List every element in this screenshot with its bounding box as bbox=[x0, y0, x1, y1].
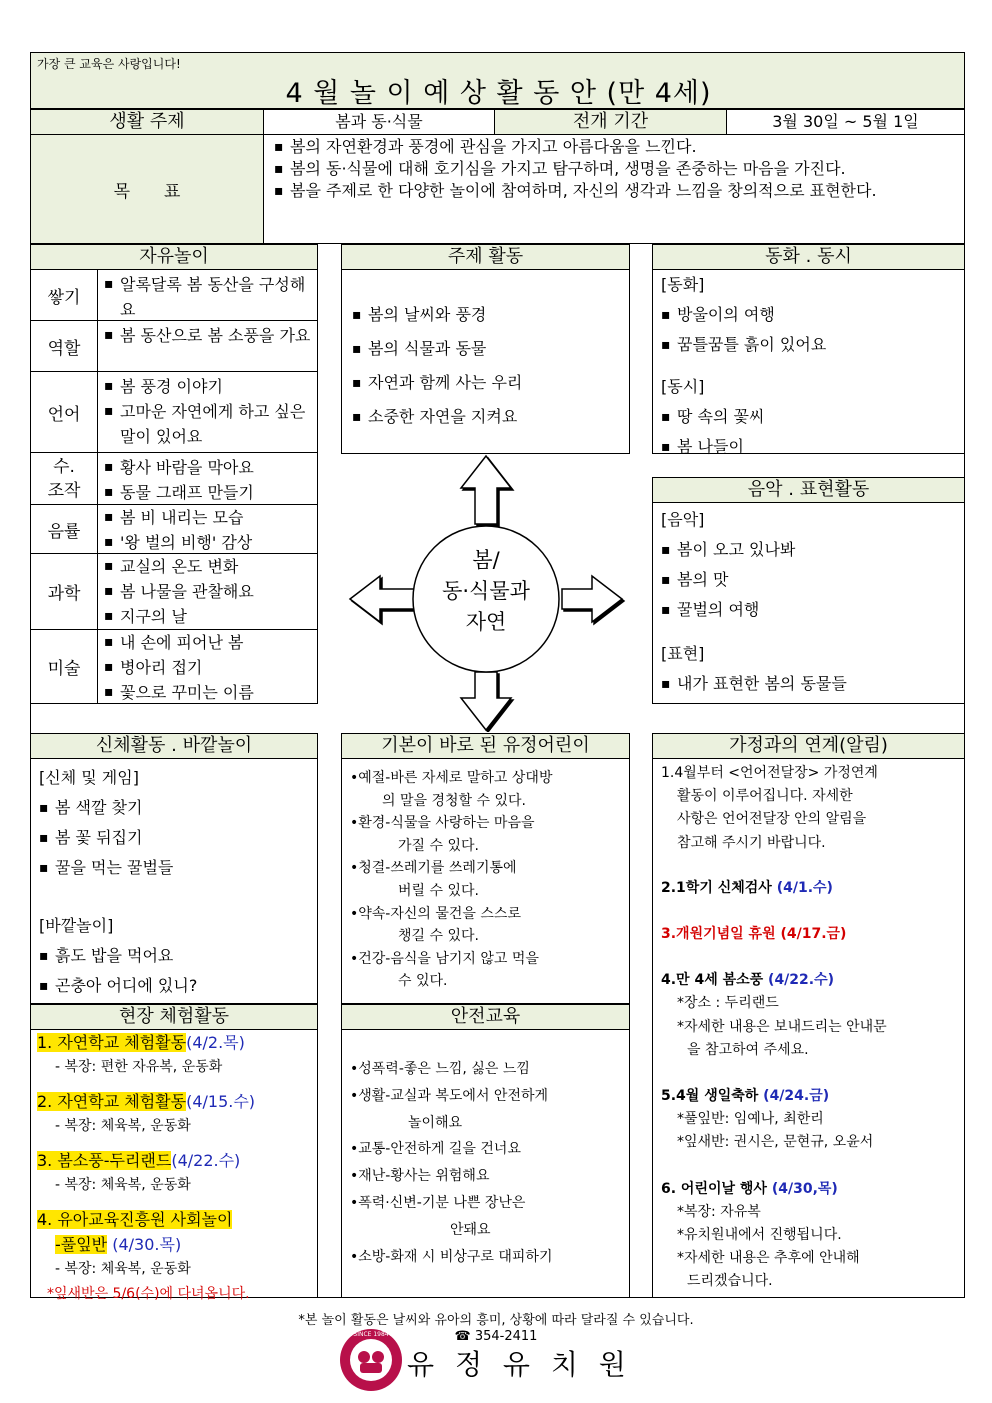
list-item: ▪ 흙도 밥을 먹어요 bbox=[39, 941, 317, 971]
event-date: (4/2.목) bbox=[186, 1033, 245, 1052]
list-item: ▪ 봄의 맛 bbox=[661, 565, 964, 595]
notice-date: (4/24.금) bbox=[763, 1088, 830, 1105]
notice-text: 5.4월 생일축하 bbox=[661, 1088, 764, 1105]
safety-line: •생활-교실과 복도에서 안전하게 bbox=[350, 1087, 549, 1104]
list-item: ▪ 방울이의 여행 bbox=[661, 300, 964, 330]
list-item: ▪ 땅 속의 꽃씨 bbox=[661, 402, 964, 432]
music-label: [음악] bbox=[661, 510, 705, 529]
expr-label: [표현] bbox=[661, 644, 705, 663]
list-item: ▪ 봄의 날씨와 풍경 bbox=[352, 298, 629, 332]
safety-line: 안돼요 bbox=[450, 1221, 491, 1238]
field-event-1 bbox=[37, 1030, 317, 1055]
list-item: ▪ 봄 꽃 뒤집기 bbox=[39, 823, 317, 853]
school-name: 유 정 유 치 원 bbox=[407, 1348, 632, 1381]
free-play-title: 자유놀이 bbox=[30, 244, 318, 270]
notice-line: 을 참고하여 주세요. bbox=[687, 1041, 809, 1058]
notice-line: 사항은 언어전달장 안의 알림을 bbox=[677, 811, 867, 828]
theme-value: 봄과 동·식물 bbox=[263, 109, 495, 135]
notice-text: 4.만 4세 봄소풍 bbox=[661, 972, 769, 989]
notice-line: *자세한 내용은 추후에 안내해 bbox=[677, 1250, 860, 1267]
theme-activity-box bbox=[341, 269, 630, 454]
free-play-math bbox=[97, 452, 318, 505]
notice-5 bbox=[661, 1085, 964, 1155]
list-item: ▪ 황사 바람을 막아요 bbox=[104, 455, 317, 480]
arrow-left-icon bbox=[350, 576, 416, 622]
list-item: ▪ '왕 벌의 비행' 감상 bbox=[104, 530, 317, 555]
center-line-1: 봄/ bbox=[472, 548, 500, 572]
theme-activity-title: 주제 활동 bbox=[341, 244, 630, 270]
safety-line: •성폭력-좋은 느낌, 싫은 느낌 bbox=[350, 1061, 530, 1077]
free-play-music bbox=[97, 504, 318, 554]
notice-line: *자세한 내용은 보내드리는 안내문 bbox=[677, 1018, 887, 1035]
list-item: ▪ 꽃으로 꾸미는 이름 bbox=[104, 680, 317, 705]
notice-6 bbox=[661, 1178, 964, 1294]
center-line-3: 자연 bbox=[465, 610, 507, 634]
list-item: ▪ 교실의 온도 변화 bbox=[104, 554, 317, 579]
notice-line: 활동이 이루어집니다. 자세한 bbox=[677, 788, 853, 805]
field-box bbox=[30, 1029, 318, 1302]
event-note: - 복장: 편한 자유복, 운동화 bbox=[55, 1059, 223, 1075]
poem-label: [동시] bbox=[661, 377, 705, 396]
event-note: - 복장: 체육복, 운동화 bbox=[55, 1177, 191, 1193]
family-title: 가정과의 연계(알림) bbox=[652, 733, 965, 759]
field-title: 현장 체험활동 bbox=[30, 1004, 318, 1030]
center-text bbox=[413, 545, 559, 638]
game-label: [신체 및 게임] bbox=[39, 768, 139, 787]
notice-text: 2.1학기 신체검사 bbox=[661, 879, 777, 896]
page-title: 4 월 놀 이 예 상 활 동 안 (만 4세) bbox=[285, 78, 712, 109]
notice-line: *유치원내에서 진행됩니다. bbox=[677, 1227, 842, 1244]
period-label: 전개 기간 bbox=[494, 109, 727, 135]
notice-line: *풀잎반: 임예나, 최한리 bbox=[677, 1111, 824, 1128]
footer-phone: ☎ 354-2411 bbox=[454, 1329, 538, 1344]
basics-item bbox=[350, 857, 629, 902]
event-date: (4/30.목) bbox=[107, 1235, 182, 1254]
footer-note: *본 놀이 활동은 날씨와 유아의 흥미, 상황에 따라 달라질 수 있습니다. bbox=[298, 1313, 694, 1328]
music-title: 음악 . 표현활동 bbox=[652, 477, 965, 503]
goal-item: ▪ 봄의 자연환경과 풍경에 관심을 가지고 아름다움을 느낀다. bbox=[274, 136, 956, 158]
music-box bbox=[652, 502, 965, 704]
event-title: 1. 자연학교 체험활동 bbox=[37, 1033, 187, 1052]
notice-date: (4/30,목) bbox=[771, 1180, 838, 1197]
safety-line: 놀이해요 bbox=[408, 1114, 463, 1131]
cat-art: 미술 bbox=[30, 629, 98, 704]
basics-item bbox=[350, 903, 629, 948]
list-item: ▪ 동물 그래프 만들기 bbox=[104, 480, 317, 505]
list-item: ▪ 봄 풍경 이야기 bbox=[104, 374, 317, 399]
list-item: ▪ 꿀을 먹는 꿀벌들 bbox=[39, 853, 317, 883]
list-item: ▪ 병아리 접기 bbox=[104, 655, 317, 680]
cat-block: 쌓기 bbox=[30, 269, 98, 321]
event-date: (4/15.수) bbox=[186, 1092, 256, 1111]
list-item: ▪ 꿀벌의 여행 bbox=[661, 595, 964, 625]
basics-line: •환경-식물을 사랑하는 마음을 bbox=[350, 815, 535, 832]
story-title: 동화 . 동시 bbox=[652, 244, 965, 270]
field-event-4 bbox=[37, 1207, 317, 1257]
story-label: [동화] bbox=[661, 275, 705, 294]
period-value: 3월 30일 ~ 5월 1일 bbox=[726, 109, 965, 135]
notice-line: 1.4월부터 <언어전달장> 가정연계 bbox=[661, 765, 878, 781]
tagline: 가장 큰 교육은 사랑입니다! bbox=[37, 57, 181, 71]
header-block bbox=[30, 52, 965, 109]
list-item: ▪ 자연과 함께 사는 우리 bbox=[352, 366, 629, 400]
list-item: ▪ 곤충아 어디에 있니? bbox=[39, 971, 317, 1001]
list-item: ▪ 봄이 오고 있나봐 bbox=[661, 535, 964, 565]
free-play-role bbox=[97, 320, 318, 372]
goals-label-text: 목 표 bbox=[113, 181, 181, 202]
cat-language: 언어 bbox=[30, 371, 98, 453]
event-note: - 복장: 체육복, 운동화 bbox=[55, 1261, 191, 1277]
safety-title: 안전교육 bbox=[341, 1004, 630, 1030]
arrow-down-icon bbox=[461, 672, 511, 730]
family-box bbox=[652, 758, 965, 1298]
event-title: -풀잎반 bbox=[55, 1235, 108, 1254]
notice-date: (4/1.수) bbox=[776, 879, 833, 896]
basics-line: 수 있다. bbox=[398, 973, 448, 990]
notice-line: *잎새반: 권시은, 문현규, 오윤서 bbox=[677, 1134, 874, 1151]
physical-box bbox=[30, 758, 318, 1004]
basics-line: 의 말을 경청할 수 있다. bbox=[382, 792, 526, 809]
cat-science: 과학 bbox=[30, 553, 98, 630]
event-footnote: *잎새반은 5/6(수)에 다녀옵니다. bbox=[47, 1286, 250, 1302]
arrow-right-icon bbox=[562, 576, 622, 622]
field-event-3 bbox=[37, 1148, 317, 1173]
basics-line: •건강-음식을 남기지 않고 먹을 bbox=[350, 950, 539, 967]
free-play-art bbox=[97, 629, 318, 704]
outdoor-label: [바깥놀이] bbox=[39, 916, 114, 935]
list-item: ▪ 내 손에 피어난 봄 bbox=[104, 630, 317, 655]
basics-item bbox=[350, 948, 629, 993]
notice-text: 6. 어린이날 행사 bbox=[661, 1180, 772, 1197]
basics-line: •청결-쓰레기를 쓰레기통에 bbox=[350, 860, 517, 877]
goals-label bbox=[30, 134, 264, 244]
notice-line: *장소 : 두리랜드 bbox=[677, 995, 779, 1012]
list-item: ▪ 봄 동산으로 봄 소풍을 가요 bbox=[104, 323, 317, 348]
basics-item bbox=[350, 767, 629, 812]
list-item: ▪ 봄의 식물과 동물 bbox=[352, 332, 629, 366]
event-title: 4. 유아교육진흥원 사회놀이 bbox=[37, 1210, 233, 1229]
story-box bbox=[652, 269, 965, 454]
school-logo bbox=[338, 1327, 404, 1393]
list-item: ▪ 봄 색깔 찾기 bbox=[39, 793, 317, 823]
notice-date: (4/22.수) bbox=[768, 972, 835, 989]
notice-2 bbox=[661, 877, 964, 900]
cat-music: 음률 bbox=[30, 504, 98, 554]
event-date: (4/22.수) bbox=[171, 1151, 241, 1170]
basics-title: 기본이 바로 된 유정어린이 bbox=[341, 733, 630, 759]
free-play-language bbox=[97, 371, 318, 453]
list-item: ▪ 지구의 날 bbox=[104, 604, 317, 629]
goal-item: ▪ 봄의 동·식물에 대해 호기심을 가지고 탐구하며, 생명을 존중하는 마음을 가진다. bbox=[274, 158, 956, 180]
list-item: ▪ 봄 나물을 관찰해요 bbox=[104, 579, 317, 604]
list-item: ▪ 알록달록 봄 동산을 구성해요 bbox=[104, 272, 317, 322]
notice-1 bbox=[661, 762, 964, 855]
notice-4 bbox=[661, 969, 964, 1062]
list-item: ▪ 봄 나들이 bbox=[661, 432, 964, 462]
list-item: ▪ 고마운 자연에게 하고 싶은 말이 있어요 bbox=[104, 399, 317, 449]
cat-math bbox=[30, 452, 98, 505]
safety-box bbox=[341, 1029, 630, 1298]
cat-math-label: 수.조작 bbox=[47, 456, 81, 501]
free-play-block bbox=[97, 269, 318, 321]
notice-line: *복장: 자유복 bbox=[677, 1203, 761, 1220]
safety-line: •교통-안전하게 길을 건너요 bbox=[350, 1141, 521, 1158]
list-item: ▪ 봄 비 내리는 모습 bbox=[104, 505, 317, 530]
notice-line: 참고해 주시기 바랍니다. bbox=[677, 834, 826, 851]
basics-item bbox=[350, 812, 629, 857]
safety-line: •폭력·신변-기분 나쁜 장난은 bbox=[350, 1194, 526, 1211]
field-event-2 bbox=[37, 1089, 317, 1114]
event-title: 3. 봄소풍-두리랜드 bbox=[37, 1151, 172, 1170]
arrow-up-icon bbox=[461, 456, 511, 524]
basics-box bbox=[341, 758, 630, 1004]
free-play-science bbox=[97, 553, 318, 630]
basics-line: •약속-자신의 물건을 스스로 bbox=[350, 905, 521, 922]
basics-line: 가질 수 있다. bbox=[398, 837, 479, 854]
safety-line: •소방-화재 시 비상구로 대피하기 bbox=[350, 1248, 553, 1265]
physical-title: 신체활동 . 바깥놀이 bbox=[30, 733, 318, 759]
cat-role: 역할 bbox=[30, 320, 98, 372]
list-item: ▪ 꿈틀꿈틀 흙이 있어요 bbox=[661, 330, 964, 360]
notice-3: 3.개원기념일 휴원 (4/17.금) bbox=[661, 926, 847, 943]
goals-list bbox=[263, 134, 965, 244]
basics-line: 버릴 수 있다. bbox=[398, 882, 479, 899]
list-item: ▪ 내가 표현한 봄의 동물들 bbox=[661, 669, 964, 699]
notice-line: 드리겠습니다. bbox=[687, 1273, 773, 1290]
event-title: 2. 자연학교 체험활동 bbox=[37, 1092, 187, 1111]
svg-text:★SINCE 1984★: ★SINCE 1984★ bbox=[348, 1331, 394, 1338]
basics-line: 챙길 수 있다. bbox=[398, 928, 479, 945]
event-note: - 복장: 체육복, 운동화 bbox=[55, 1118, 191, 1134]
goal-item: ▪ 봄을 주제로 한 다양한 놀이에 참여하며, 자신의 생각과 느낌을 창의적으로 표현한다. bbox=[274, 180, 956, 202]
basics-line: •예절-바른 자세로 말하고 상대방 bbox=[350, 770, 553, 786]
theme-label: 생활 주제 bbox=[30, 109, 264, 135]
list-item: ▪ 소중한 자연을 지켜요 bbox=[352, 400, 629, 434]
center-line-2: 동·식물과 bbox=[442, 579, 530, 603]
safety-line: •재난-황사는 위험해요 bbox=[350, 1168, 490, 1185]
